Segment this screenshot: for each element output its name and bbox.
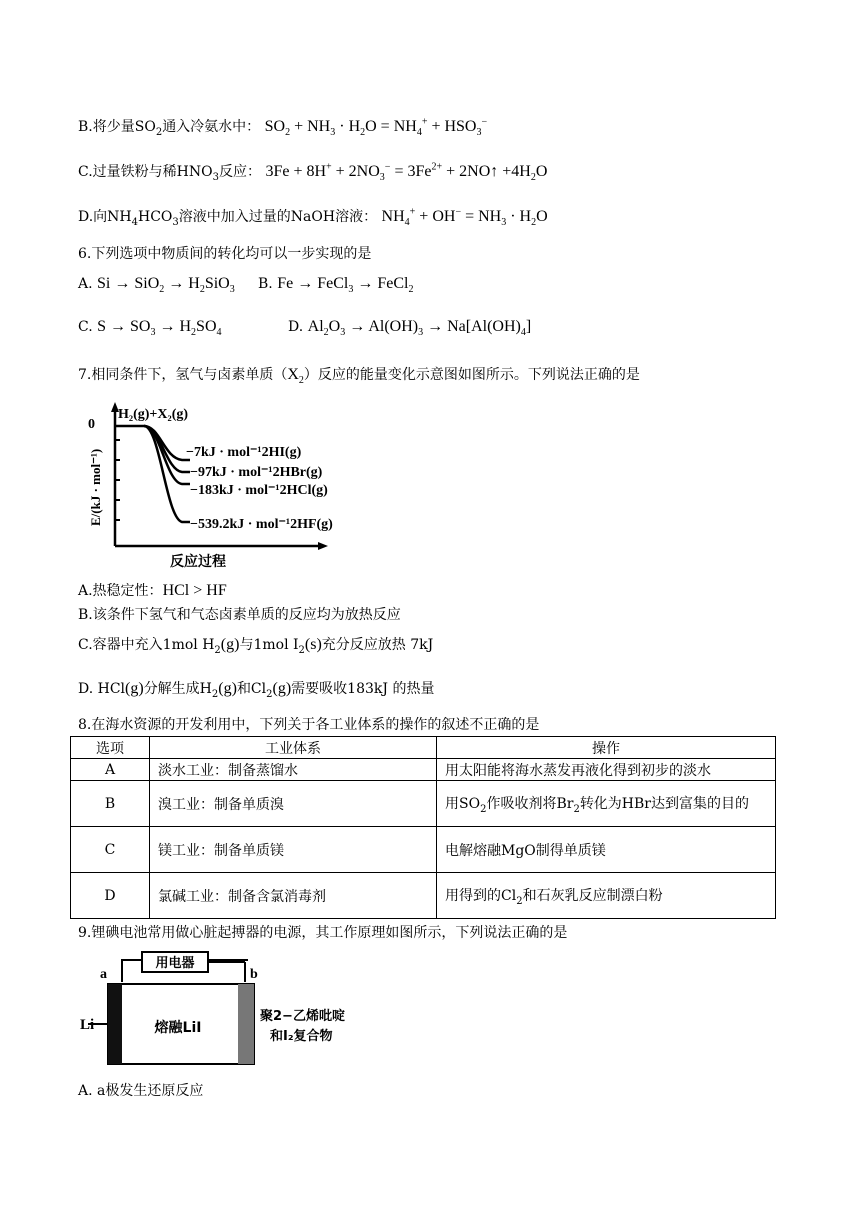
q7-option-c: C.容器中充入1mol $H_2(g)$与1mol $I_2(s)$充分反应放热 7kJ: [78, 636, 434, 656]
q6-stem: 6.下列选项中物质间的转化均可以一步实现的是: [78, 246, 372, 262]
q6-a-label: A.: [78, 276, 93, 292]
q7-d-a: D. HCl: [78, 681, 126, 697]
li-electrode: [108, 984, 122, 1064]
q7-d-b: 分解生成H: [143, 681, 212, 697]
q5-b-mid: 通入冷氨水中：: [162, 119, 261, 135]
q6-option-c: [78, 318, 222, 338]
q6-a-formula: $Si \to SiO_2 \to H_2SiO_3$: [97, 275, 235, 296]
table-row: [71, 759, 776, 781]
row-option: D: [71, 873, 150, 919]
row-operation: 用得到的$Cl_2$和石灰乳反应制漂白粉: [437, 873, 776, 919]
q7-d-d: 需要吸收183kJ 的热量: [291, 681, 435, 697]
q6-option-b: [258, 275, 413, 295]
q5-d-text: D.向NH: [78, 209, 132, 225]
composite-label-1: 聚2−乙烯吡啶: [260, 1009, 345, 1024]
q6-d-label: D.: [288, 319, 304, 335]
level-hbr-label: −97kJ · mol⁻¹2HBr(g): [190, 465, 323, 480]
composite-label-2: 和I₂复合物: [270, 1029, 333, 1044]
row-system: 淡水工业：制备蒸馏水: [150, 759, 437, 781]
row-system: 镁工业：制备单质镁: [150, 827, 437, 873]
row-system: 氯碱工业：制备含氯消毒剂: [150, 873, 437, 919]
row-operation: 用$SO_2$作吸收剂将$Br_2$转化为HBr达到富集的目的: [437, 781, 776, 827]
q5-c-equation: $3Fe + 8H^+ + 2NO_3^- = 3Fe^{2+}$ + 2NO↑ $+4H_2O$: [265, 161, 548, 184]
q7-d-c: 和Cl: [236, 681, 267, 697]
terminal-b-label: b: [250, 967, 258, 982]
q9-stem: 9.锂碘电池常用做心脏起搏器的电源，其工作原理如图所示，下列说法正确的是: [78, 925, 568, 941]
q6-option-d: [288, 318, 531, 338]
q5-option-d: D.向$NH_4HCO_3$溶液中加入过量的NaOH溶液： $NH_4^+ + OH^- = NH_3 \cdot H_2O$: [78, 206, 548, 229]
q7-option-b: B.该条件下氢气和气态卤素单质的反应均为放热反应: [78, 607, 401, 623]
electrolyte-label: 熔融LiI: [154, 1020, 202, 1036]
q6-option-a: [78, 275, 235, 295]
level-hf-label: −539.2kJ · mol⁻¹2HF(g): [190, 517, 333, 532]
terminal-a-label: a: [100, 967, 107, 982]
q7-stem-b: ）反应的能量变化示意图如图所示。下列说法正确的是: [303, 367, 640, 383]
device-label: 用电器: [155, 956, 195, 971]
iodine-electrode: [238, 984, 254, 1064]
q5-option-c: C.过量铁粉与稀$HNO_3$反应： $3Fe + 8H^+ + 2NO_3^- = 3Fe^{2+}$ + 2NO↑ $+4H_2O$: [78, 161, 548, 184]
q5-b-equation: $SO_2 + NH_3 \cdot H_2O = NH_4^+ + HSO_3^-$: [264, 116, 488, 139]
q8-table: [70, 736, 776, 919]
q9-option-a: A. a极发生还原反应: [78, 1083, 204, 1099]
li-label: Li: [80, 1017, 95, 1033]
q7-c-b: 与1mol I: [239, 637, 299, 653]
row-option: B: [71, 781, 150, 827]
q5-b-text: B.将少量SO: [78, 119, 156, 135]
reactant-label: H₂(g)+X₂(g): [118, 407, 189, 422]
q6-b-label: B.: [258, 276, 273, 292]
q5-d-mid2: 溶液中加入过量的NaOH溶液：: [178, 209, 378, 225]
x-axis-label: 反应过程: [170, 554, 226, 570]
battery-diagram: [80, 950, 380, 1075]
curve-hf: [144, 426, 190, 522]
zero-label: 0: [88, 417, 95, 432]
header-option: 选项: [71, 737, 150, 759]
y-axis-label: E/(kJ · mol⁻¹): [88, 448, 103, 526]
q5-c-text: C.过量铁粉与稀HNO: [78, 164, 213, 180]
header-operation: 操作: [437, 737, 776, 759]
q6-c-label: C.: [78, 319, 93, 335]
q5-d-mid: HCO: [138, 209, 173, 225]
q7-a-formula: HCl > HF: [162, 582, 227, 599]
table-header-row: [71, 737, 776, 759]
q7-c-a: C.容器中充入1mol H: [78, 637, 215, 653]
q6-d-formula: $Al_2O_3 \to Al(OH)_3 \to Na[Al(OH)_4]$: [307, 318, 532, 339]
level-hcl-label: −183kJ · mol⁻¹2HCl(g): [190, 483, 328, 498]
q6-b-formula: Fe → FeCl$_3$ → FeCl$_2$: [277, 275, 414, 296]
q5-d-equation: $NH_4^+ + OH^- = NH_3 \cdot H_2O$: [381, 206, 548, 229]
q7-option-a: [78, 580, 227, 600]
q7-stem: 7.相同条件下，氢气与卤素单质$(X_2)$反应的能量变化示意图如图所示。下列说法正确的是: [78, 366, 640, 387]
table-row: [71, 827, 776, 873]
q8-stem: 8.在海水资源的开发利用中，下列关于各工业体系的操作的叙述不正确的是: [78, 717, 540, 733]
q6-c-formula: $S \to SO_3 \to H_2SO_4$: [97, 318, 222, 339]
q7-stem-a: 7.相同条件下，氢气与卤素单质（: [78, 367, 288, 383]
row-option: A: [71, 759, 150, 781]
row-system: 溴工业：制备单质溴: [150, 781, 437, 827]
table-row: [71, 873, 776, 919]
x-axis-arrow: [318, 542, 328, 550]
q7-c-c: 充分反应放热 7kJ: [321, 637, 434, 653]
level-hi-label: −7kJ · mol⁻¹2HI(g): [186, 445, 302, 460]
q7-a-text: A.热稳定性：: [78, 583, 163, 599]
header-system: 工业体系: [150, 737, 437, 759]
energy-diagram: [82, 398, 372, 573]
row-option: C: [71, 827, 150, 873]
row-operation: 电解熔融MgO制得单质镁: [437, 827, 776, 873]
table-row: [71, 781, 776, 827]
q5-option-b: B.将少量$SO_2$通入冷氨水中： $SO_2 + NH_3 \cdot H_2O = NH_4^+ + HSO_3^-$: [78, 116, 488, 139]
q5-c-mid: 反应：: [218, 164, 261, 180]
q7-option-d: D. HCl(g)分解生成$H_2(g)$和$Cl_2(g)$需要吸收183kJ 的热量: [78, 680, 435, 700]
row-operation: 用太阳能将海水蒸发再液化得到初步的淡水: [437, 759, 776, 781]
